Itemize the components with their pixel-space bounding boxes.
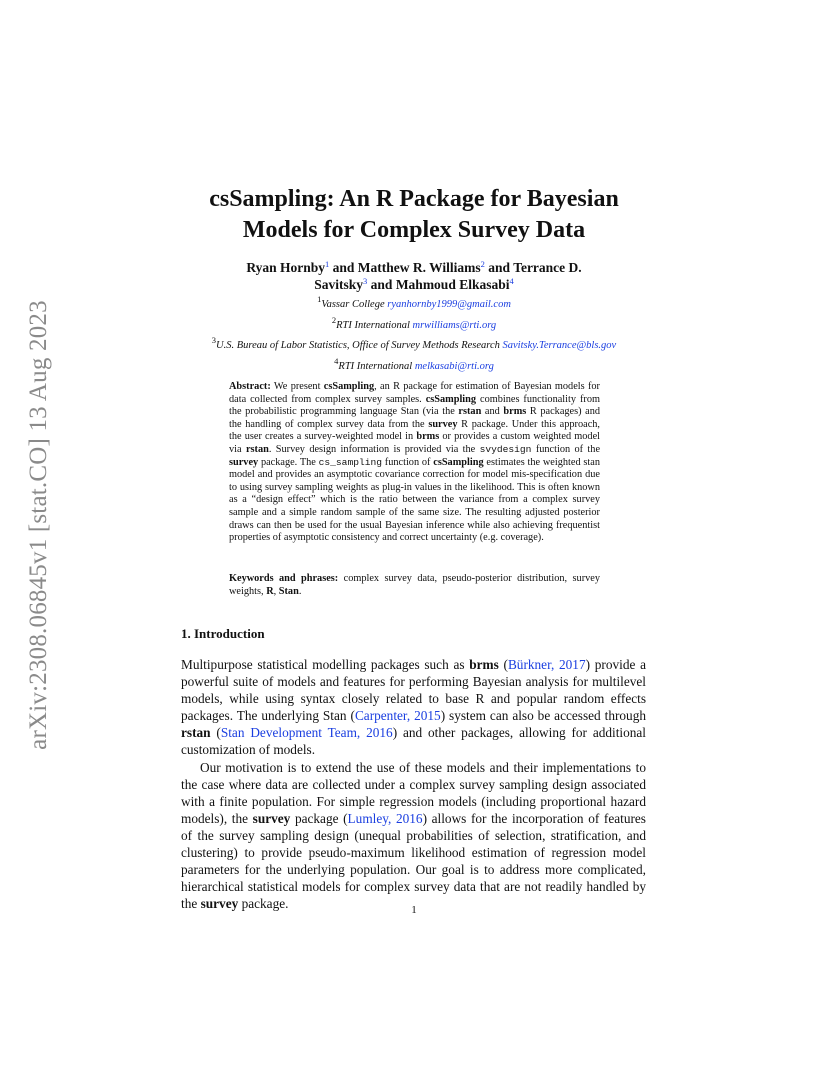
paper-title: [180, 184, 648, 246]
body-text: ) allows for the incorporation of features of the survey sampling design (unequal probabilities of selection, stratification, and clustering) to provide pseudo-maximum likelihood estimation of regression model parameters for the underlying population. Our goal is to address more complicated, hierarchical statistical models for complex survey data that are not readily handled by the: [181, 810, 646, 912]
body-text: ) provide a powerful suite of models and features for performing Bayesian analysis for multilevel models, while using syntax closely related to base R and popular random effects packages. The underlying Stan (: [181, 657, 646, 724]
keywords-text: complex survey data, pseudo-posterior distribution, survey weights,: [229, 573, 600, 597]
author-affiliation-mark[interactable]: 2: [480, 259, 485, 269]
affiliation-text: Vassar College: [321, 299, 388, 310]
package-name: csSampling: [433, 456, 484, 468]
package-name: brms: [503, 406, 527, 418]
author-name: Matthew R. Williams: [357, 260, 481, 275]
title-line-2: Models for Complex Survey Data: [242, 217, 586, 243]
affiliation-mark: 4: [334, 356, 339, 366]
body-text: package.: [238, 896, 289, 912]
affiliation: [150, 315, 678, 332]
paragraph: [181, 656, 646, 759]
author-separator: and: [484, 260, 514, 275]
affiliation: [150, 356, 678, 373]
package-name: survey: [428, 418, 458, 430]
citation-link[interactable]: Stan Development Team, 2016: [220, 725, 393, 741]
page-number: 1: [411, 904, 417, 916]
keywords: [229, 573, 600, 598]
package-name: rstan: [245, 443, 269, 455]
author-name: Savitsky: [314, 277, 364, 292]
body-text: (: [498, 657, 508, 672]
email-link[interactable]: ryanhornby1999@gmail.com: [387, 299, 511, 310]
author-name: Terrance D.: [513, 260, 582, 275]
affiliation-mark: 3: [211, 335, 217, 345]
title-line-1: csSampling: An R Package for Bayesian: [209, 186, 619, 212]
code-function: svydesign: [479, 443, 532, 455]
abstract-text: or provides a custom weighted model via: [229, 431, 600, 455]
abstract-text: R package. Under this approach, the user creates a survey-weighted model in: [229, 418, 600, 443]
package-name: brms: [469, 657, 499, 672]
affiliation: [150, 294, 678, 311]
abstract-text: estimates the weighted stan model and provides an asymptotic covariance correction for model mis-specification due to using survey sampling weights as plug-in values in the likelihood. This is often known as a “design effect” which is the ratio between the variance from a complex survey sample and a simple random sample of the same size. The resulting adjusted posterior draws can then be used for the usual Bayesian inference while also achieving frequentist properties of asymptotic consistency and correct uncertainty (e.g. coverage).: [229, 456, 600, 544]
affiliation-text: U.S. Bureau of Labor Statistics, Office of Survey Methods Research: [216, 340, 503, 351]
author-affiliation-mark[interactable]: 3: [363, 276, 368, 286]
affiliation-text: RTI International: [338, 361, 415, 372]
package-name: rstan: [458, 406, 482, 418]
keyword-bold: R: [266, 585, 274, 597]
body-text: ) system can also be accessed through: [440, 708, 646, 724]
package-name: csSampling: [323, 381, 375, 392]
paragraph: [181, 759, 646, 913]
citation-link[interactable]: Lumley, 2016: [347, 810, 423, 826]
affiliation-mark: 1: [317, 294, 322, 304]
package-name: survey: [200, 896, 239, 912]
abstract: [229, 381, 600, 545]
email-link[interactable]: Savitsky.Terrance@bls.gov: [502, 340, 617, 351]
abstract-text: combines functionality from the probabilistic programming language Stan (via the: [229, 393, 600, 418]
abstract-label: Abstract:: [229, 381, 271, 392]
author-list: [180, 259, 648, 293]
keywords-text: ,: [273, 585, 279, 597]
body-text: Our motivation is to extend the use of these models and their implementations to the case where data are collected under a complex survey sampling design associated with a finite population. For simple regression models (including proportional hazard models), the: [181, 759, 646, 826]
affiliation: [150, 335, 678, 352]
author-separator: and: [329, 260, 358, 275]
email-link[interactable]: mrwilliams@rti.org: [412, 320, 497, 331]
email-link[interactable]: melkasabi@rti.org: [414, 361, 494, 372]
body-text: Multipurpose statistical modelling packages such as: [181, 657, 470, 672]
abstract-text: , an R package for estimation of Bayesian models for data collected from complex survey samples.: [229, 381, 600, 405]
package-name: csSampling: [425, 393, 477, 405]
package-name: rstan: [181, 725, 211, 741]
code-function: cs_sampling: [318, 456, 382, 468]
arxiv-sidebar: [24, 280, 54, 770]
abstract-text: We present: [270, 381, 324, 392]
package-name: survey: [252, 810, 291, 826]
body-text: (: [210, 725, 221, 741]
author-name: Ryan Hornby: [246, 260, 325, 275]
abstract-text: . Survey design information is provided via the: [268, 443, 480, 455]
author-name: Mahmoud Elkasabi: [395, 277, 510, 292]
abstract-text: function of: [382, 456, 434, 468]
citation-link[interactable]: Carpenter, 2015: [354, 708, 441, 724]
abstract-text: R packages) and the handling of complex survey data from the: [229, 406, 601, 430]
package-name: survey: [229, 456, 259, 468]
abstract-text: function of the: [531, 443, 601, 455]
citation-link[interactable]: Bürkner, 2017: [507, 657, 586, 672]
author-separator: and: [367, 277, 396, 292]
keywords-label: Keywords and phrases:: [229, 573, 339, 584]
section-heading: 1. Introduction: [181, 626, 265, 641]
package-name: brms: [416, 431, 440, 443]
affiliation-text: RTI International: [336, 320, 413, 331]
abstract-text: package. The: [258, 456, 319, 468]
introduction-body: [181, 656, 646, 912]
body-text: ) and other packages, allowing for additional customization of models.: [181, 725, 646, 758]
author-affiliation-mark[interactable]: 4: [509, 276, 514, 286]
body-text: package (: [290, 810, 348, 826]
arxiv-identifier: arXiv:2308.06845v1 [stat.CO] 13 Aug 2023: [25, 300, 52, 750]
abstract-text: and: [481, 406, 504, 418]
keyword-bold: Stan: [278, 585, 299, 597]
keywords-text: .: [298, 585, 302, 597]
author-affiliation-mark[interactable]: 1: [325, 259, 330, 269]
affiliation-mark: 2: [331, 315, 337, 325]
